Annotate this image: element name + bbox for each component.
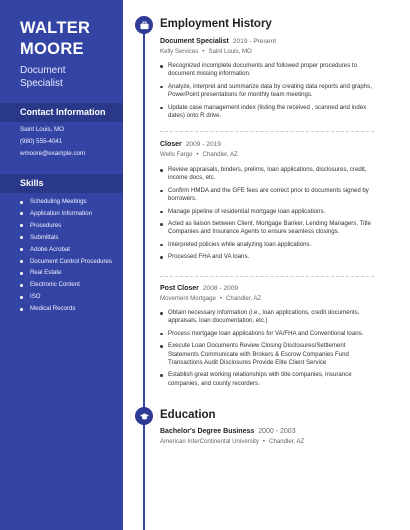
last-name: MOORE <box>20 40 84 58</box>
education-degree: Bachelor's Degree Business <box>160 428 255 435</box>
job-bullet: Interpreted policies while analyzing loan applications. <box>160 241 374 249</box>
job-bullet: Process mortgage loan applications for VA/FHA and Conventional loans. <box>160 330 374 338</box>
separator-dot: • <box>196 151 199 158</box>
education-school: American InterContinental University <box>160 438 259 445</box>
skill-item: Scheduling Meetings <box>20 196 112 208</box>
job-dates: 2019 - Present <box>232 38 277 45</box>
job-company-line <box>160 48 252 55</box>
role-line-2: Specialist <box>20 78 63 89</box>
skill-item: Submittals <box>20 232 112 244</box>
job-title <box>160 141 221 148</box>
job-bullet: Obtain necessary information (i.e., loan applications, credit documents, appraisals, loan documentation, etc.) <box>160 309 374 326</box>
contact-email[interactable]: wmoore@example.com <box>20 150 86 157</box>
job-bullet: Execute Loan Documents Review Closing Disclosures/Settlement Statements Communicate with Brokers & Escrow Companies Fund Transactions Audit Disclosures Provide Elite Client Service <box>160 342 374 367</box>
sidebar <box>0 0 123 530</box>
skill-item: Electronic Content <box>20 279 112 291</box>
job-title <box>160 38 276 45</box>
role-line-1: Document <box>20 65 66 76</box>
job-bullet: Manage pipeline of residential mortgage loan applications. <box>160 208 374 216</box>
skill-item: Medical Records <box>20 303 112 315</box>
job-bullet: Confirm HMDA and the GFE fees are correct prior to documents signed by borrowers. <box>160 187 374 204</box>
divider <box>160 131 374 132</box>
job-bullet: Analyze, interpret and summarize data by creating data reports and graphs, PowerPoint presentations for monthly team meetings. <box>160 83 374 100</box>
skills-list <box>20 196 112 315</box>
education-heading: Education <box>160 409 216 421</box>
job-bullet: Recognized incomplete documents and followed proper procedures to document missing information. <box>160 62 374 79</box>
skill-item: Real Estate <box>20 267 112 279</box>
contact-section-header <box>0 103 123 122</box>
contact-phone[interactable]: (980) 555-4041 <box>20 138 63 145</box>
skills-heading: Skills <box>20 178 44 188</box>
job-company: Kelly Services <box>160 48 199 55</box>
job-company-line <box>160 295 261 302</box>
education-location: Chandler, AZ <box>269 438 305 445</box>
job-bullet: Establish great working relationships with title companies, insurance companies, and county recorders. <box>160 371 374 388</box>
job-bullet: Review appraisals, binders, prelims, loan applications, disclosures, credit, income docs, etc. <box>160 166 374 183</box>
job-title <box>160 285 238 292</box>
job-bullets <box>160 309 374 388</box>
graduation-cap-icon <box>135 407 153 425</box>
separator-dot: • <box>219 295 223 302</box>
briefcase-icon <box>135 16 153 34</box>
divider <box>160 276 374 277</box>
job-company: Movement Mortgage <box>160 295 216 302</box>
skill-item: ISO <box>20 291 112 303</box>
contact-heading: Contact Information <box>20 107 106 117</box>
skills-section-header <box>0 174 123 193</box>
job-company-line <box>160 151 238 158</box>
education-dates: 2000 - 2003 <box>258 428 296 435</box>
separator-dot: • <box>262 438 266 445</box>
job-title-text: Post Closer <box>160 285 199 292</box>
job-location: Chandler, AZ <box>202 151 238 158</box>
skill-item: Document Control Procedures <box>20 256 112 268</box>
job-dates: 2008 - 2009 <box>202 285 239 292</box>
job-bullets <box>160 166 374 262</box>
education-degree-line <box>160 428 296 435</box>
job-location: Chandler, AZ <box>226 295 262 302</box>
job-bullet: Acted as liaison between Client, Mortgage Banker, Lending Managers, Title Companies and Insurance Agents to ensure seamless closings. <box>160 220 374 237</box>
separator-dot: • <box>202 48 205 55</box>
employment-heading: Employment History <box>160 18 272 30</box>
job-dates: 2009 - 2019 <box>185 141 221 148</box>
skill-item: Adobe Acrobat <box>20 244 112 256</box>
education-school-line <box>160 438 304 445</box>
skill-item: Procedures <box>20 220 112 232</box>
job-company: Wells Fargo <box>160 151 193 158</box>
candidate-name <box>20 18 90 60</box>
job-title-text: Document Specialist <box>160 38 229 45</box>
job-location: Saint Louis, MO <box>208 48 252 55</box>
job-bullet: Update case management index (listing the received , scanned and index dates) onto R drive. <box>160 104 374 121</box>
first-name: WALTER <box>20 19 91 37</box>
skill-item: Application Information <box>20 208 112 220</box>
job-bullets <box>160 62 374 120</box>
job-bullet: Processed FHA and VA loans. <box>160 253 374 261</box>
contact-location: Saint Louis, MO <box>20 126 65 133</box>
job-role <box>20 64 66 90</box>
job-title-text: Closer <box>160 141 182 148</box>
timeline-line <box>143 24 145 530</box>
